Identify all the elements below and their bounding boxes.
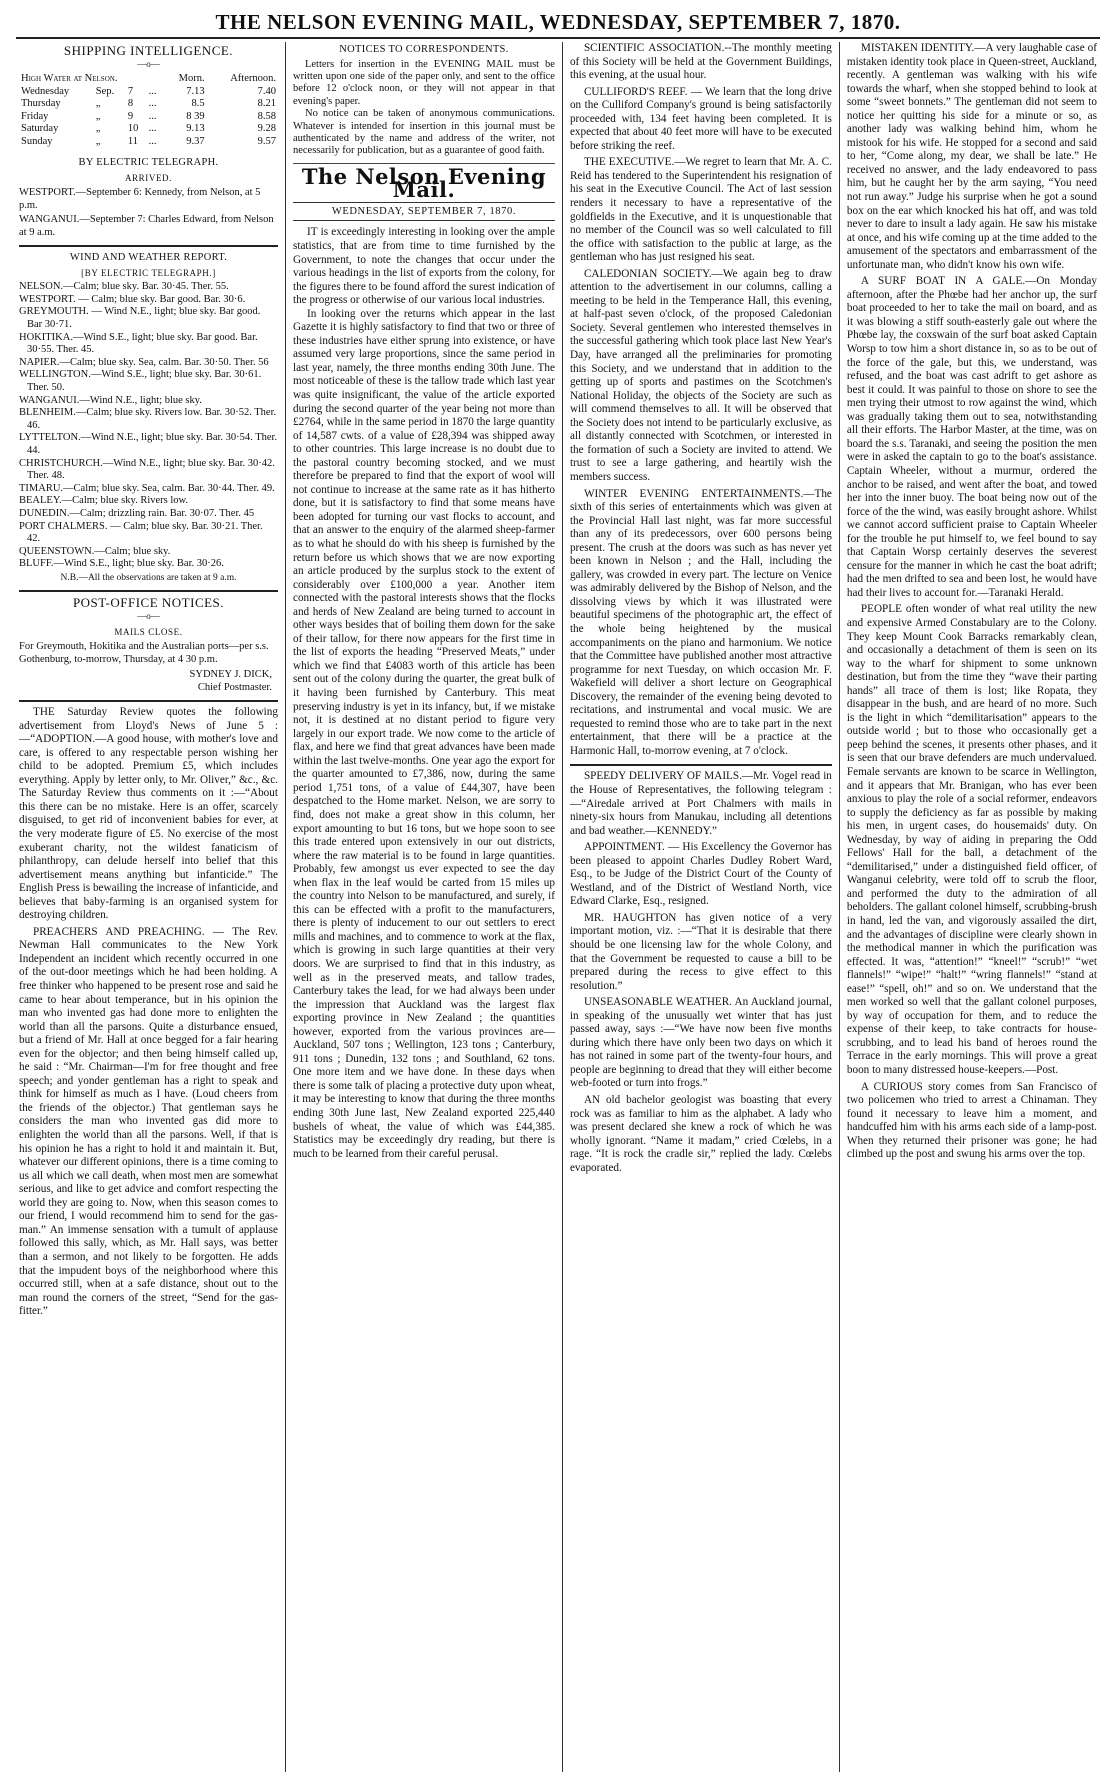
article-body: —On Monday afternoon, after the Phœbe had her anchor up, the surf boat proceeded to her to take the mail on board, and as it was blowing a stiff south-easterly gale out where the Phœbe lay, the coxswain of the surf boat asked Captain Worsp to tow him a short distance in, so as to be out of the force of the gale, but this, we understand, was refused, and the boat was cast adrift to get ashore as best it could. It was painful to those on shore to see the men trying their utmost to row against the wind, which was gradually taking them out to sea, notwithstanding all their efforts. The Harbor Master, at the time, was on board the s.s. Taranaki, and seeing the position the men were in asked the captain to go to the boat's assistance. Captain Wheeler, without a murmur, ordered the anchor to be raised, and went after the boat, and towed her into the inner buoy. The boat being now out of the force of the the wind, was easily brought ashore. Whilst we cannot accord sufficient praise to Captain Wheeler for the trouble he put himself to, we feel bound to say that Captain Worsp certainly deserves the severest censure for the manner in which he cast the boat adrift; had the men drifted to sea and been lost, he would have had their lives to account for.—Taranaki Herald. xyxy=(846,275,1097,599)
tide-cell: 8.5 xyxy=(191,98,205,110)
article-body: story comes from San Francisco of two policemen who tried to arrest a Chinaman. They found it necessary to leave him a moment, and handcuffed him with his arms each side of a lamp-post. When they returned their prisoner was gone; he had climbed up the post and swung his arms over the top. xyxy=(846,1080,1097,1161)
weather-footnote: N.B.—All the observations are taken at 9 a.m. xyxy=(60,572,237,583)
weather-report: WELLINGTON.—Wind S.E., light; blue sky. Bar. 30·61. Ther. 50. xyxy=(19,369,262,394)
weather-report: BLUFF.—Wind S.E., light; blue sky. Bar. 30·26. xyxy=(19,558,224,570)
article xyxy=(570,42,832,83)
article-body: — The Rev. Newman Hall communicates to the New York Independent an incident which recently occurred in one of the out-door meetings which he had been holding. A free thinker who happened to be present rose and said he came to hear about temperance, but in his opinion the man who invented gas had done more to enlighten the world than all the parsons. Quite a disturbance ensued, but a friend of Mr. Hall at once begged for a fair hearing even for the objector; and then being himself called up, he said : “Mr. Chairman—I'm for free thought and free speech; and yonder gentleman has a right to speak and think for himself as much as I have. (Loud cheers from the friends of the objector.) That gentleman says he considers the man who invented gas did more to enlighten the world than all the parsons. Well, if that is his opinion he has a right to hold it and maintain it. But, whatever our different opinions, there is a time coming to us all which we call death, when most men are somewhat serious, and like to get advice and comfort respecting the world they are going to. Now, when this season comes to our friend, I would recommend him to send for the gas-man.” An immense sensation with a tumult of applause followed this sally, which, as Mr. Hall says, was better than a sermon, and not likely to be forgotten. He adds that the impudent boys of the neighborhood where this occurred still, when at a safe distance, shout out to the man round the corners of the street, “Send for the gas-fitter.” xyxy=(19,925,278,1318)
article-body: often wonder of what real utility the new and expensive Armed Constabulary are to the Colony. They keep Mount Cook Barracks remarkably clean, and occasionally a detachment of them is seen on its way to the wharf for shipment to some unknown destination, but from the time they “wave their parting hands” all trace of them is lost; like Ropata, they disappear in the bush, and are heard of no more. Such is the light in which “demilitarisation” appears to the outside world ; but to those who occasionally get a peep behind the scenes, it presents other phases, and it is seen that our brave defenders are much undervalued. Female servants are known to be scarce in Wellington, and it appears that Mr. Branigan, who has ever been anxious to play the role of a social reformer, endeavors to supply the deficiency as far as possible by making his men, in urgent cases, do housemaids' duty. On Wednesday, by way of aiding in preparing the Odd Fellows' Hall for the ball, a detachment of the “demilitarised,” under a distinguished field officer, of Wanganui celebrity, were told off to scrub the floor, and performed the duty to the admiration of all beholders. The gallant colonel himself, scrubbing-brush in hand, led the van, and vigorously assailed the dirt, and the advantages of discipline were clearly shown in the methodical manner in which the purification was effected. It was, “attention!” “kneel!” “scrub!” “wet flannels!” “wipe!” “halt!” “wring flannels!” “stand at ease!” “spell, oh!” and so on. We understand that the men worked so well that the gallant colonel purposes, by way of occupation for them, and to reduce the expense of their keep, to take contracts for house-scrubbing, and to lead his band of heroes round the Terrace in the early mornings. This will prove a great boon to many distressed house-keepers.—Post. xyxy=(846,603,1097,1077)
article-lead: PEOPLE xyxy=(860,603,902,616)
column-2 xyxy=(285,42,562,1772)
weather-report: WESTPORT. — Calm; blue sky. Bar good. Bar. 30·6. xyxy=(19,293,246,305)
shipping-title: SHIPPING INTELLIGENCE. xyxy=(63,43,234,58)
article-lead: CULLIFORD'S REEF. xyxy=(583,85,688,98)
arrival-entry: WESTPORT.—September 6: Kennedy, from Nelson, at 5 p.m. xyxy=(19,187,261,211)
article-body: —Mr. Vogel read in the House of Representatives, the following telegram :—“Airedale arrived at Port Chalmers with mails in ninety-six hours from Manukau, including all detentions and bad weather.—KENNEDY.” xyxy=(569,770,832,837)
article xyxy=(847,1081,1097,1162)
weather-report: LYTTELTON.—Wind N.E., light; blue sky. Bar. 30·54. Ther. 44. xyxy=(19,432,278,456)
tide-row xyxy=(19,123,278,136)
weather-report: NAPIER.—Calm; blue sky. Sea, calm. Bar. 30·50. Ther. 56 xyxy=(19,356,269,368)
tide-cell: „ xyxy=(95,98,101,110)
tide-cell: 7.40 xyxy=(257,85,276,97)
article-lead: CALEDONIAN SOCIETY. xyxy=(583,267,712,280)
masthead: THE NELSON EVENING MAIL, WEDNESDAY, SEPTEMBER 7, 1870. xyxy=(16,8,1100,39)
article xyxy=(570,488,832,759)
weather-report: CHRISTCHURCH.—Wind N.E., light; blue sky. Bar. 30·42. Ther. 48. xyxy=(19,457,275,482)
article xyxy=(570,1094,832,1175)
article-body: — His Excellency the Governor has been pleased to appoint Charles Dudley Robert Ward, Esq., to be Judge of the District Court of the County of Westland, and of the District of Westland North, vice Edward Clarke, Esq., resigned. xyxy=(569,841,832,908)
telegraph-title: BY ELECTRIC TELEGRAPH. xyxy=(78,157,219,169)
weather-subtitle: [BY ELECTRIC TELEGRAPH.] xyxy=(81,267,216,278)
tide-cell: 9 xyxy=(127,110,134,122)
article-lead: THE EXECUTIVE. xyxy=(583,156,675,169)
weather-report: BEALEY.—Calm; blue sky. Rivers low. xyxy=(19,495,189,507)
tide-cell: 11 xyxy=(127,135,138,147)
weather-report: QUEENSTOWN.—Calm; blue sky. xyxy=(19,545,171,557)
tide-cell: 8 xyxy=(127,98,134,110)
tide-row xyxy=(19,98,278,111)
article-lead: WINTER EVENING ENTERTAINMENTS. xyxy=(583,487,804,500)
correspondents-notice: No notice can be taken of anonymous communications. Whatever is intended for insertion in this journal must be authenticated by the name and address of the writer, not necessarily for publication, but as a guarantee of good faith. xyxy=(292,108,555,157)
tide-cell: 8.58 xyxy=(257,110,276,122)
tide-cell: „ xyxy=(95,135,101,147)
columns xyxy=(12,42,1104,1772)
article-lead: THE xyxy=(33,706,55,719)
article-lead: MR. HAUGHTON xyxy=(583,911,677,924)
tide-cell: „ xyxy=(95,123,101,135)
article-body: An Auckland journal, in speaking of the unusually wet winter that has just passed away, says :—“We have now been five months during which there have only been two days on which it has not rained in some part of the twenty-four hours, and people are beginning to dread that they will either become web-footed or turn into frogs.” xyxy=(569,996,832,1090)
tide-cell: ... xyxy=(148,110,157,122)
article-body: — We learn that the long drive on the Culliford Company's ground is being satisfactorily proceeded with, 134 feet having been completed. It is expected that about 40 feet more will have to be executed before striking the reef. xyxy=(569,85,832,152)
divider xyxy=(19,700,278,702)
tide-cell: Sep. xyxy=(95,85,115,97)
article xyxy=(570,268,832,485)
tide-cell: 9.37 xyxy=(186,135,205,147)
tide-cell: Saturday xyxy=(21,123,59,135)
article-lead: PREACHERS AND PREACHING. xyxy=(33,925,205,938)
article-body: —A very laughable case of mistaken identity took place in Queen-street, Auckland, recently. A gentleman was walking with his wife towards the wharf, when she stopped behind to look at some “sweet bonnets.” The gentleman did not seem to notice her quitting his side for a minute or so, as another lady was walking behind him, whom he mistook for his wife. He stopped for a second and said to her, “Come along, my dear, we shall be late.” He received no answer, and the lady endeavored to pass him, but he caught her by the arm saying, “You need not run away.” Judge his surprise when he got a sound box on the ear which knocked his hat off, and was told never to dare to insult a lady again. He saw his mistake at once, and his wife coming up at the time added to the amusement of the spectators and embarrassment of the unfortunate man, who didn't know his own wife. xyxy=(846,42,1097,271)
weather-report: GREYMOUTH. — Wind N.E., light; blue sky. Bar good. Bar 30·71. xyxy=(19,306,261,331)
article-lead: MISTAKEN IDENTITY. xyxy=(860,42,975,54)
editorial-lead: IT xyxy=(306,226,318,239)
editorial-body: In looking over the returns which appear in the last Gazette it is highly satisfactory to find that two or three of these industries have either sprung into existence, or have assumed very large proportions, since the same period in last year, namely, the three months ending 30th June. The most noticeable of these is the tallow trade which last year was quite insignificant, the value of the article exported during the second quarter of the year being not more than £2764, while in the same period in 1870 the large quantity of 14,587 cwts. of a value of £28,394 was shipped away to other countries. This large increase is no doubt due to the pastoral country becoming stocked, and we must therefore be prepared to find that the export of wool will not continue to increase at the same rate as it has hitherto done, but it is satisfactory to find that some means have been adopted for turning our vast flocks to account, and that an answer to the enquiry of the alarmed sheep-farmer as to what he should do with his sheep is furnished by the return before us which shows that we are now exporting an article produced by the surplus stock to the extent of considerably over £100,000 a year. Another item connected with the pastoral interests shows that the flocks and herds of New Zealand are being turned to account in other ways besides that of boiling them down for the sake of their tallow, for there now appears for the first time in the list of exports the heading “Preserved Meats,” under which we find that £4083 worth of this article has been sent out of the colony during the quarter, the great bulk of it having been furnished by Canterbury. This meat preserving industry is yet in its infancy, but, if we mistake not, it is destined at no distant period to figure very largely in our export trade. We now come to the article of flax, and here we find that great advances have been made within the last twelve-months. One year ago the export for the quarter amounted to £7,386, now, during the same period 1,751 tons, of a value of £44,307, have been despatched to the Home market. Nelson, we are sorry to find, does not make a great show in this column, her export amounting to but 16 tons, but we hope soon to see this trade entered upon extensively in our out districts, where the raw material is to be found in large quantities. Probably, few amongst us ever expected to see the day when flax in the leaf would be carted from 15 miles up the country into Nelson to be manufactured, and surely, if this can be effected with a profit to the manufacturers, there is plenty of inducement to our out settlers to erect mills and machines, and to commence to work at the flax, which is growing in such large quantities at their very doors. We are surprised to find that in this industry, as well as in the preserved meats, and tallow trades, Canterbury takes the lead, for we had always been under the impression that Auckland was the largest flax exporting province in New Zealand ; the quantities however, exported from the various provinces are—Auckland, 507 tons ; Wellington, 123 tons ; Canterbury, 911 tons ; Dunedin, 132 tons ; and Southland, 62 tons. One more item and we have done. In these days when there is some talk of placing a protective duty upon wheat, it may be interesting to know that during the three months ending 30th June last, New Zealand exported 225,440 bushels of wheat, the value of which was £44,385. Statistics may be exceedingly dry reading, but there is much to be learned from their careful perusal. xyxy=(292,307,555,1160)
tide-cell: 9.28 xyxy=(257,123,276,135)
tide-cell: 8 39 xyxy=(186,110,205,122)
article-body: —The sixth of this series of entertainments which was given at the Provincial Hall last night, was far more successful than any of its predecessors, over 600 persons being present. The crush at the doors was such as has never yet been known in Nelson ; and the Hall, including the gallery, was crowded in every part. The lecture on Venice was admirably delivered by the Bishop of Nelson, and the dissolving views by which it was illustrated were beautiful specimens of the photographic art, the effect of the whole being heightened by the musical accompaniments on the piano and harmonium. We notice that the Committee have published another most attractive programme for next Tuesday, on which occasion Mr. F. Wakefield will deliver a short lecture on Geographical Discovery, the remainder of the evening being devoted to recitations, and instrumental and vocal music. We are requested to remind those who are to take part in the next entertainment, that there will be a practice at the Harmonic Hall, to-morrow evening, at 7 o'clock. xyxy=(569,487,832,757)
article xyxy=(570,86,832,154)
column-4-articles xyxy=(847,42,1097,1162)
ornament: —o— xyxy=(137,58,160,69)
article-body: --The monthly meeting of this Society will be held at the Government Buildings, this evening, at the usual hour. xyxy=(569,42,832,82)
arrival-entry: WANGANUI.—September 7: Charles Edward, from Nelson at 9 a.m. xyxy=(19,214,274,238)
column-3-articles xyxy=(570,42,832,1175)
tide-cell: Sunday xyxy=(21,135,53,147)
post-office-title: POST-OFFICE NOTICES. xyxy=(72,595,225,611)
tide-cell: 8.21 xyxy=(257,98,276,110)
article xyxy=(570,156,832,264)
article xyxy=(570,841,832,909)
article-body: AN old bachelor geologist was boasting that every rock was as familiar to him as the alphabet. A lady who was present declared she knew a rock of which he was wholly ignorant. “Name it madam,” cried Cœlebs, in a rage. “It is rock the cradle sir,” replied the lady. Cœlebs evaporated. xyxy=(569,1094,832,1174)
article-lead: SCIENTIFIC ASSOCIATION. xyxy=(583,42,725,54)
weather-report: TIMARU.—Calm; blue sky. Sea, calm. Bar. 30·44. Ther. 49. xyxy=(19,482,275,494)
column-1 xyxy=(12,42,285,1772)
weather-report: DUNEDIN.—Calm; drizzling rain. Bar. 30·07. Ther. 45 xyxy=(19,507,255,519)
tide-cell: ... xyxy=(148,98,157,110)
article xyxy=(570,996,832,1091)
tide-header: Afternoon. xyxy=(230,73,276,85)
tide-cell: 10 xyxy=(127,123,139,135)
tide-cell: 9.13 xyxy=(186,123,205,135)
article-lead: APPOINTMENT. xyxy=(583,841,665,854)
tide-row xyxy=(19,111,278,124)
editorial-body: is exceedingly interesting in looking over the ample statistics, that are from time to time furnished by the Government, to note the changes that occur under the various headings in the list of exports from the colony, for the figures there to be found afford the surest indication of the progress or otherwise of our various local industries. xyxy=(292,226,555,307)
article-lead: SPEEDY DELIVERY OF MAILS. xyxy=(583,770,742,783)
article xyxy=(847,275,1097,600)
divider xyxy=(19,590,278,592)
tide-header-row xyxy=(19,73,278,86)
ornament: —o— xyxy=(137,610,160,621)
article-lead: UNSEASONABLE WEATHER. xyxy=(583,996,733,1009)
tide-cell: ... xyxy=(148,123,157,135)
article xyxy=(570,912,832,993)
mails-close-label: MAILS CLOSE. xyxy=(114,626,183,637)
tide-cell: Thursday xyxy=(21,98,61,110)
arrived-label: ARRIVED. xyxy=(124,172,173,183)
postmaster-title: Chief Postmaster. xyxy=(197,681,272,693)
weather-report: WANGANUI.—Wind N.E., light; blue sky. xyxy=(19,394,202,406)
article xyxy=(570,770,832,838)
weather-report: BLENHEIM.—Calm; blue sky. Rivers low. Bar. 30·52. Ther. 46. xyxy=(19,407,277,431)
nameplate: The Nelson Evening Mail. xyxy=(301,163,547,203)
column-3 xyxy=(562,42,839,1772)
column-4 xyxy=(839,42,1104,1772)
article-body: has given notice of a very important motion, viz. :—“That it is desirable that there should be one licensing law for the whole Colony, and that the Government be requested to cause a bill to be prepared during the recess to give effect to this resolution.” xyxy=(569,911,832,992)
weather-title: WIND AND WEATHER REPORT. xyxy=(69,252,228,264)
tide-cell: 9.57 xyxy=(257,135,276,147)
weather-reports xyxy=(19,281,278,571)
tide-cell: Wednesday xyxy=(21,85,70,97)
article-body: Saturday Review quotes the following advertisement from Lloyd's News of June 5 :—“ADOPTION.—A good house, with mother's love and care, is offered to any respectable person wishing her child to be adopted. Premium £5, which includes everything. Apply by letter only, to Mr. Oliver,” &c., &c. The Saturday Review thus comments on it :—“About this there can be no mistake. Here is an offer, scarcely disguised, to get rid of inconvenient babies for ever, at the very moderate figure of £5. No exercise of the most exuberant charity, not the wildest fanaticism of philanthropy, can delude herself into belief that this advertisement means anything but infanticide.” The English Press is bewailing the increase of infanticide, and believes that baby-farming is an organised system for destroying children. xyxy=(19,706,278,922)
tide-row xyxy=(19,86,278,99)
tide-cell: Friday xyxy=(21,110,49,122)
tide-rows xyxy=(19,86,278,149)
article-body: —We regret to learn that Mr. A. C. Reid has tendered to the Superintendent his resignation of his seat in the Executive Council. The Act of last session renders it necessary to have a representative of the goldfields in the Executive, and it is unquestionable that no member of the Council was so well calculated to fill the office with satisfaction to the public at large, as the gentleman who has just resigned his seat. xyxy=(569,156,832,264)
tide-cell: 7 xyxy=(127,85,134,97)
tide-header: High Water at Nelson. xyxy=(21,73,118,85)
tide-cell: ... xyxy=(148,85,157,97)
editorial-dateline: WEDNESDAY, SEPTEMBER 7, 1870. xyxy=(293,202,555,222)
correspondents-title: NOTICES TO CORRESPONDENTS. xyxy=(339,44,509,55)
divider xyxy=(19,245,278,247)
article-lead: A CURIOUS xyxy=(860,1080,923,1093)
weather-report: PORT CHALMERS. — Calm; blue sky. Bar. 30·21. Ther. 42. xyxy=(19,520,263,545)
article xyxy=(847,42,1097,272)
weather-report: NELSON.—Calm; blue sky. Bar. 30·45. Ther. 55. xyxy=(19,281,229,293)
tide-cell: ... xyxy=(148,135,157,147)
tide-row xyxy=(19,136,278,149)
tide-table xyxy=(19,73,278,148)
article-lead: A SURF BOAT IN A GALE. xyxy=(860,275,1026,288)
postmaster-name: SYDNEY J. DICK, xyxy=(189,669,272,681)
article xyxy=(847,603,1097,1077)
mail-notice: For Greymouth, Hokitika and the Australian ports—per s.s. Gothenburg, to-morrow, Thursday, at 4 30 p.m. xyxy=(19,641,269,665)
divider xyxy=(570,764,832,766)
article xyxy=(19,706,278,923)
weather-report: HOKITIKA.—Wind S.E., light; blue sky. Bar good. Bar. 30·55. Ther. 45. xyxy=(19,331,258,356)
article-body: —We again beg to draw attention to the advertisement in our columns, calling a meeting to be held in the Temperance Hall, this evening, at half-past seven o'clock, of the proposed Caledonian Society. Several gentlemen who interested themselves in the successful gathering which took place last New Year's Day, have arranged all the preliminaries for promoting this Society, and we understand that in addition to the getting up of sports and pastimes on the Scotchmen's National Holiday, the objects of the Society are such as will commend themselves to all. It will be observed that the Society does not intend to be particularly exclusive, as all distantly connected with Scotchmen, or interested in the formation of such a Society are invited to attend. We trust to see a large gathering, and heartily wish the members success. xyxy=(569,267,832,483)
correspondents-notice: Letters for insertion in the EVENING MAIL must be written upon one side of the paper only, and sent to the office before 12 o'clock noon, or they will not appear in that evening's paper. xyxy=(292,58,555,107)
tide-cell: „ xyxy=(95,110,101,122)
tide-header: Morn. xyxy=(178,73,205,85)
article xyxy=(19,926,278,1319)
tide-cell: 7.13 xyxy=(186,85,205,97)
